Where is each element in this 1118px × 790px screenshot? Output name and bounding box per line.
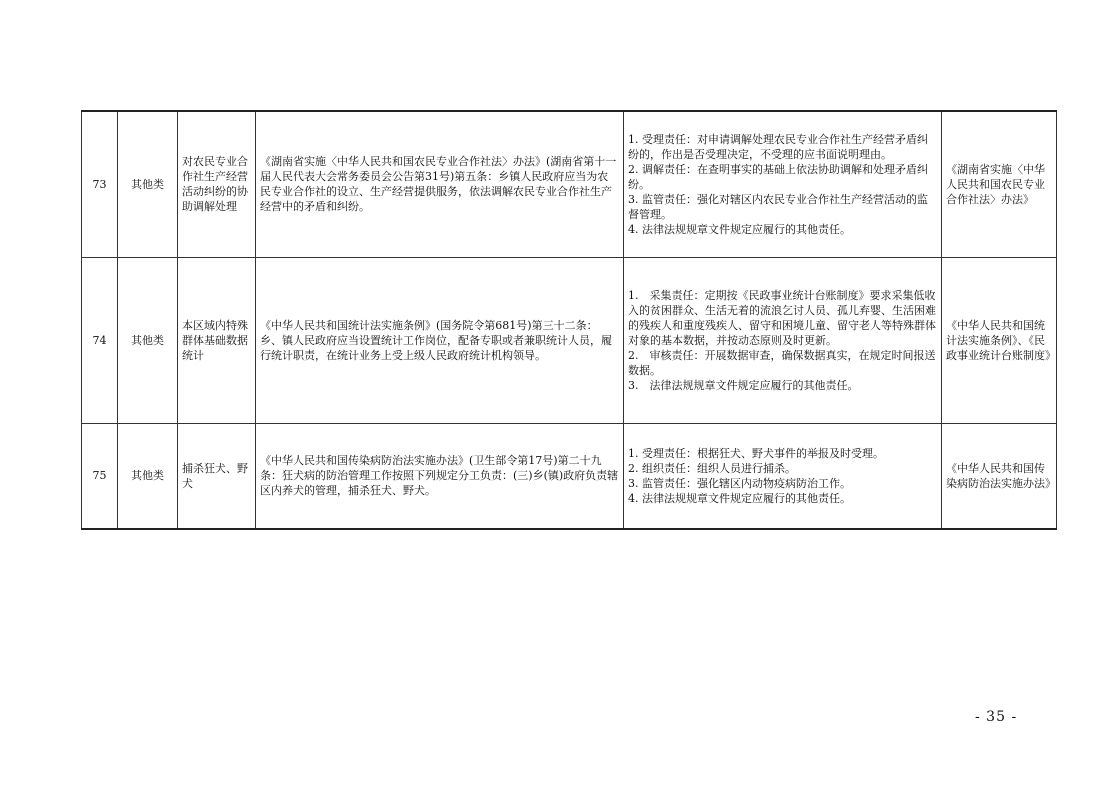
responsibility-line: 1. 受理责任：对申请调解处理农民专业合作社生产经营矛盾纠纷的，作出是否受理决定，不受理的应书面说明理由。 (628, 132, 928, 161)
responsibility-line: 3. 法律法规规章文件规定应履行的其他责任。 (628, 378, 859, 392)
page-number: - 35 - (975, 709, 1018, 725)
row-item: 对农民专业合作社生产经营活动纠纷的协助调解处理 (178, 111, 256, 257)
row-basis: 《湖南省实施〈中华人民共和国农民专业合作社法〉办法》(湖南省第十一届人民代表大会常务委员会公告第31号)第五条：乡镇人民政府应当为农民专业合作社的设立、生产经营提供服务，依法调解农民专业合作社生产经营中的矛盾和纠纷。 (256, 111, 624, 257)
responsibility-line: 3. 监管责任：强化辖区内动物疫病防治工作。 (628, 476, 851, 490)
row-responsibilities (624, 111, 942, 257)
row-reference: 《中华人民共和国统计法实施条例》、《民政事业统计台账制度》 (942, 257, 1057, 423)
row-reference: 《湖南省实施〈中华人民共和国农民专业合作社法〉办法》 (942, 111, 1057, 257)
table-row (82, 423, 1057, 529)
responsibility-line: 1. 采集责任：定期按《民政事业统计台账制度》要求采集低收入的贫困群众、生活无着的流浪乞讨人员、孤儿弃婴、生活困难的残疾人和重度残疾人、留守和困境儿童、留守老人等特殊群体对象的基本数据，并按动态原则及时更新。 (628, 288, 936, 347)
row-responsibilities (624, 423, 942, 529)
row-number: 75 (82, 423, 118, 529)
row-item: 本区域内特殊群体基础数据统计 (178, 257, 256, 423)
responsibility-line: 3. 监管责任：强化对辖区内农民专业合作社生产经营活动的监督管理。 (628, 192, 928, 221)
responsibility-line: 1. 受理责任：根据狂犬、野犬事件的举报及时受理。 (628, 446, 884, 460)
row-category: 其他类 (118, 111, 178, 257)
row-number: 74 (82, 257, 118, 423)
responsibility-line: 4. 法律法规规章文件规定应履行的其他责任。 (628, 491, 851, 505)
responsibility-line: 2. 组织责任：组织人员进行捕杀。 (628, 461, 796, 475)
row-responsibilities (624, 257, 942, 423)
table-row (82, 257, 1057, 423)
responsibility-line: 2. 调解责任：在查明事实的基础上依法协助调解和处理矛盾纠纷。 (628, 162, 928, 191)
row-category: 其他类 (118, 257, 178, 423)
power-list-table (81, 110, 1057, 530)
row-number: 73 (82, 111, 118, 257)
table-row (82, 111, 1057, 257)
row-category: 其他类 (118, 423, 178, 529)
responsibility-line: 2. 审核责任：开展数据审查，确保数据真实，在规定时间报送数据。 (628, 348, 936, 377)
row-reference: 《中华人民共和国传染病防治法实施办法》 (942, 423, 1057, 529)
row-basis: 《中华人民共和国传染病防治法实施办法》(卫生部令第17号)第二十九条：狂犬病的防治管理工作按照下列规定分工负责：(三)乡(镇)政府负责辖区内养犬的管理，捕杀狂犬、野犬。 (256, 423, 624, 529)
responsibility-line: 4. 法律法规规章文件规定应履行的其他责任。 (628, 222, 851, 236)
row-item: 捕杀狂犬、野犬 (178, 423, 256, 529)
row-basis: 《中华人民共和国统计法实施条例》(国务院令第681号)第三十二条：乡、镇人民政府应当设置统计工作岗位，配备专职或者兼职统计人员，履行统计职责，在统计业务上受上级人民政府统计机构领导。 (256, 257, 624, 423)
